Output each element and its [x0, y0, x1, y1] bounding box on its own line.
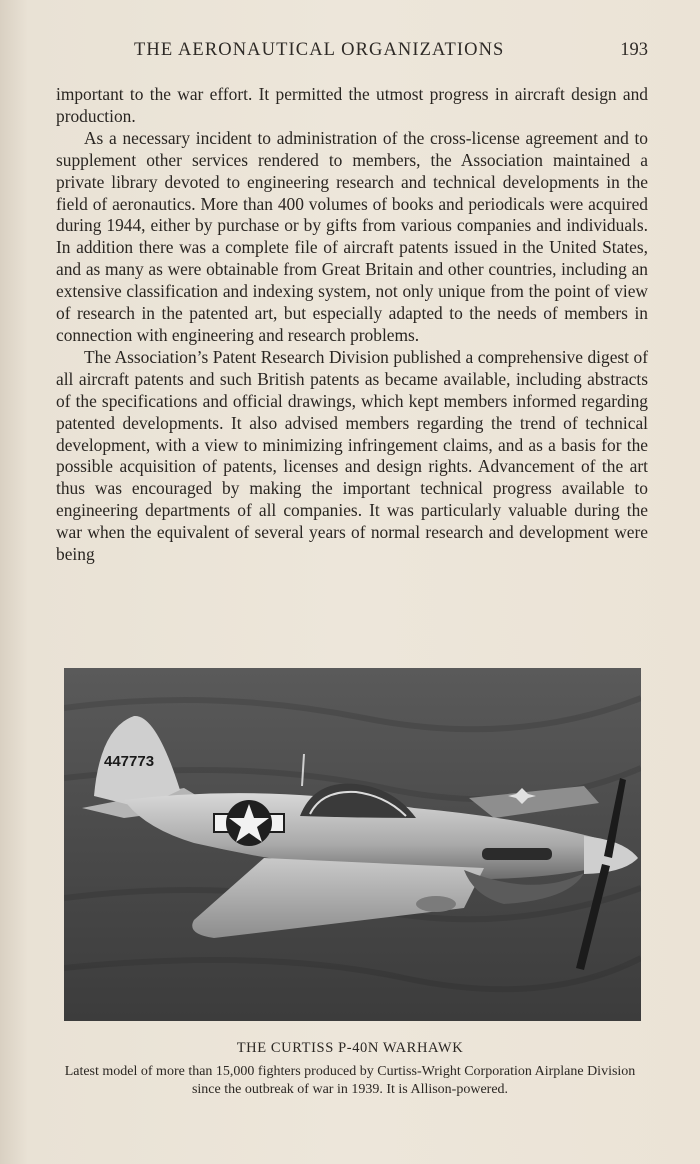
aircraft-photo	[64, 668, 641, 1021]
wheel-fairing	[416, 896, 456, 912]
tail-number: 447773	[104, 753, 155, 770]
warhawk-illustration	[64, 668, 641, 1021]
body-text	[56, 84, 648, 566]
caption-title: THE CURTISS P-40N WARHAWK	[236, 1040, 464, 1056]
paragraph-library: As a necessary incident to administration of the cross-license agreement and to supplement other services rendered to members, the Association maintained a private library devoted to engineering research and technical developments in the field of aeronautics. More than 400 volumes of books and periodicals were acquired during 1944, either by purchase or by gifts from various companies and individuals. In addition there was a complete file of aircraft patents issued in the United States, and as many as were obtainable from Great Britain and other countries, including an extensive classification and indexing system, not only unique from the point of view of research in the patented art, but especially adapted to the needs of members in connection with engineering and research problems.	[56, 127, 648, 345]
page-number: 193	[620, 40, 648, 60]
paragraph-continued: important to the war effort. It permitted the utmost progress in aircraft design and production.	[56, 84, 648, 126]
running-head	[56, 40, 648, 64]
running-title: THE AERONAUTICAL ORGANIZATIONS	[134, 40, 505, 60]
caption-text: Latest model of more than 15,000 fighters produced by Curtiss-Wright Corporation Airplane Division since the outbreak of war in 1939. It is Allison-powered.	[64, 1064, 636, 1097]
paragraph-patent-division: The Association’s Patent Research Division published a comprehensive digest of all aircraft patents and such British patents as became available, including abstracts of the specifications and official drawings, which kept members informed regarding patented developments. It also advised members regarding the trend of technical development, with a view to minimizing infringement claims, and as a basis for the possible acquisition of patents, licenses and design rights. Advancement of the art thus was encouraged by making the important technical progress available to engineering departments of all companies. It was particularly valuable during the war when the equivalent of several years of normal research and development were being	[56, 346, 648, 565]
exhaust-stacks	[482, 848, 552, 860]
